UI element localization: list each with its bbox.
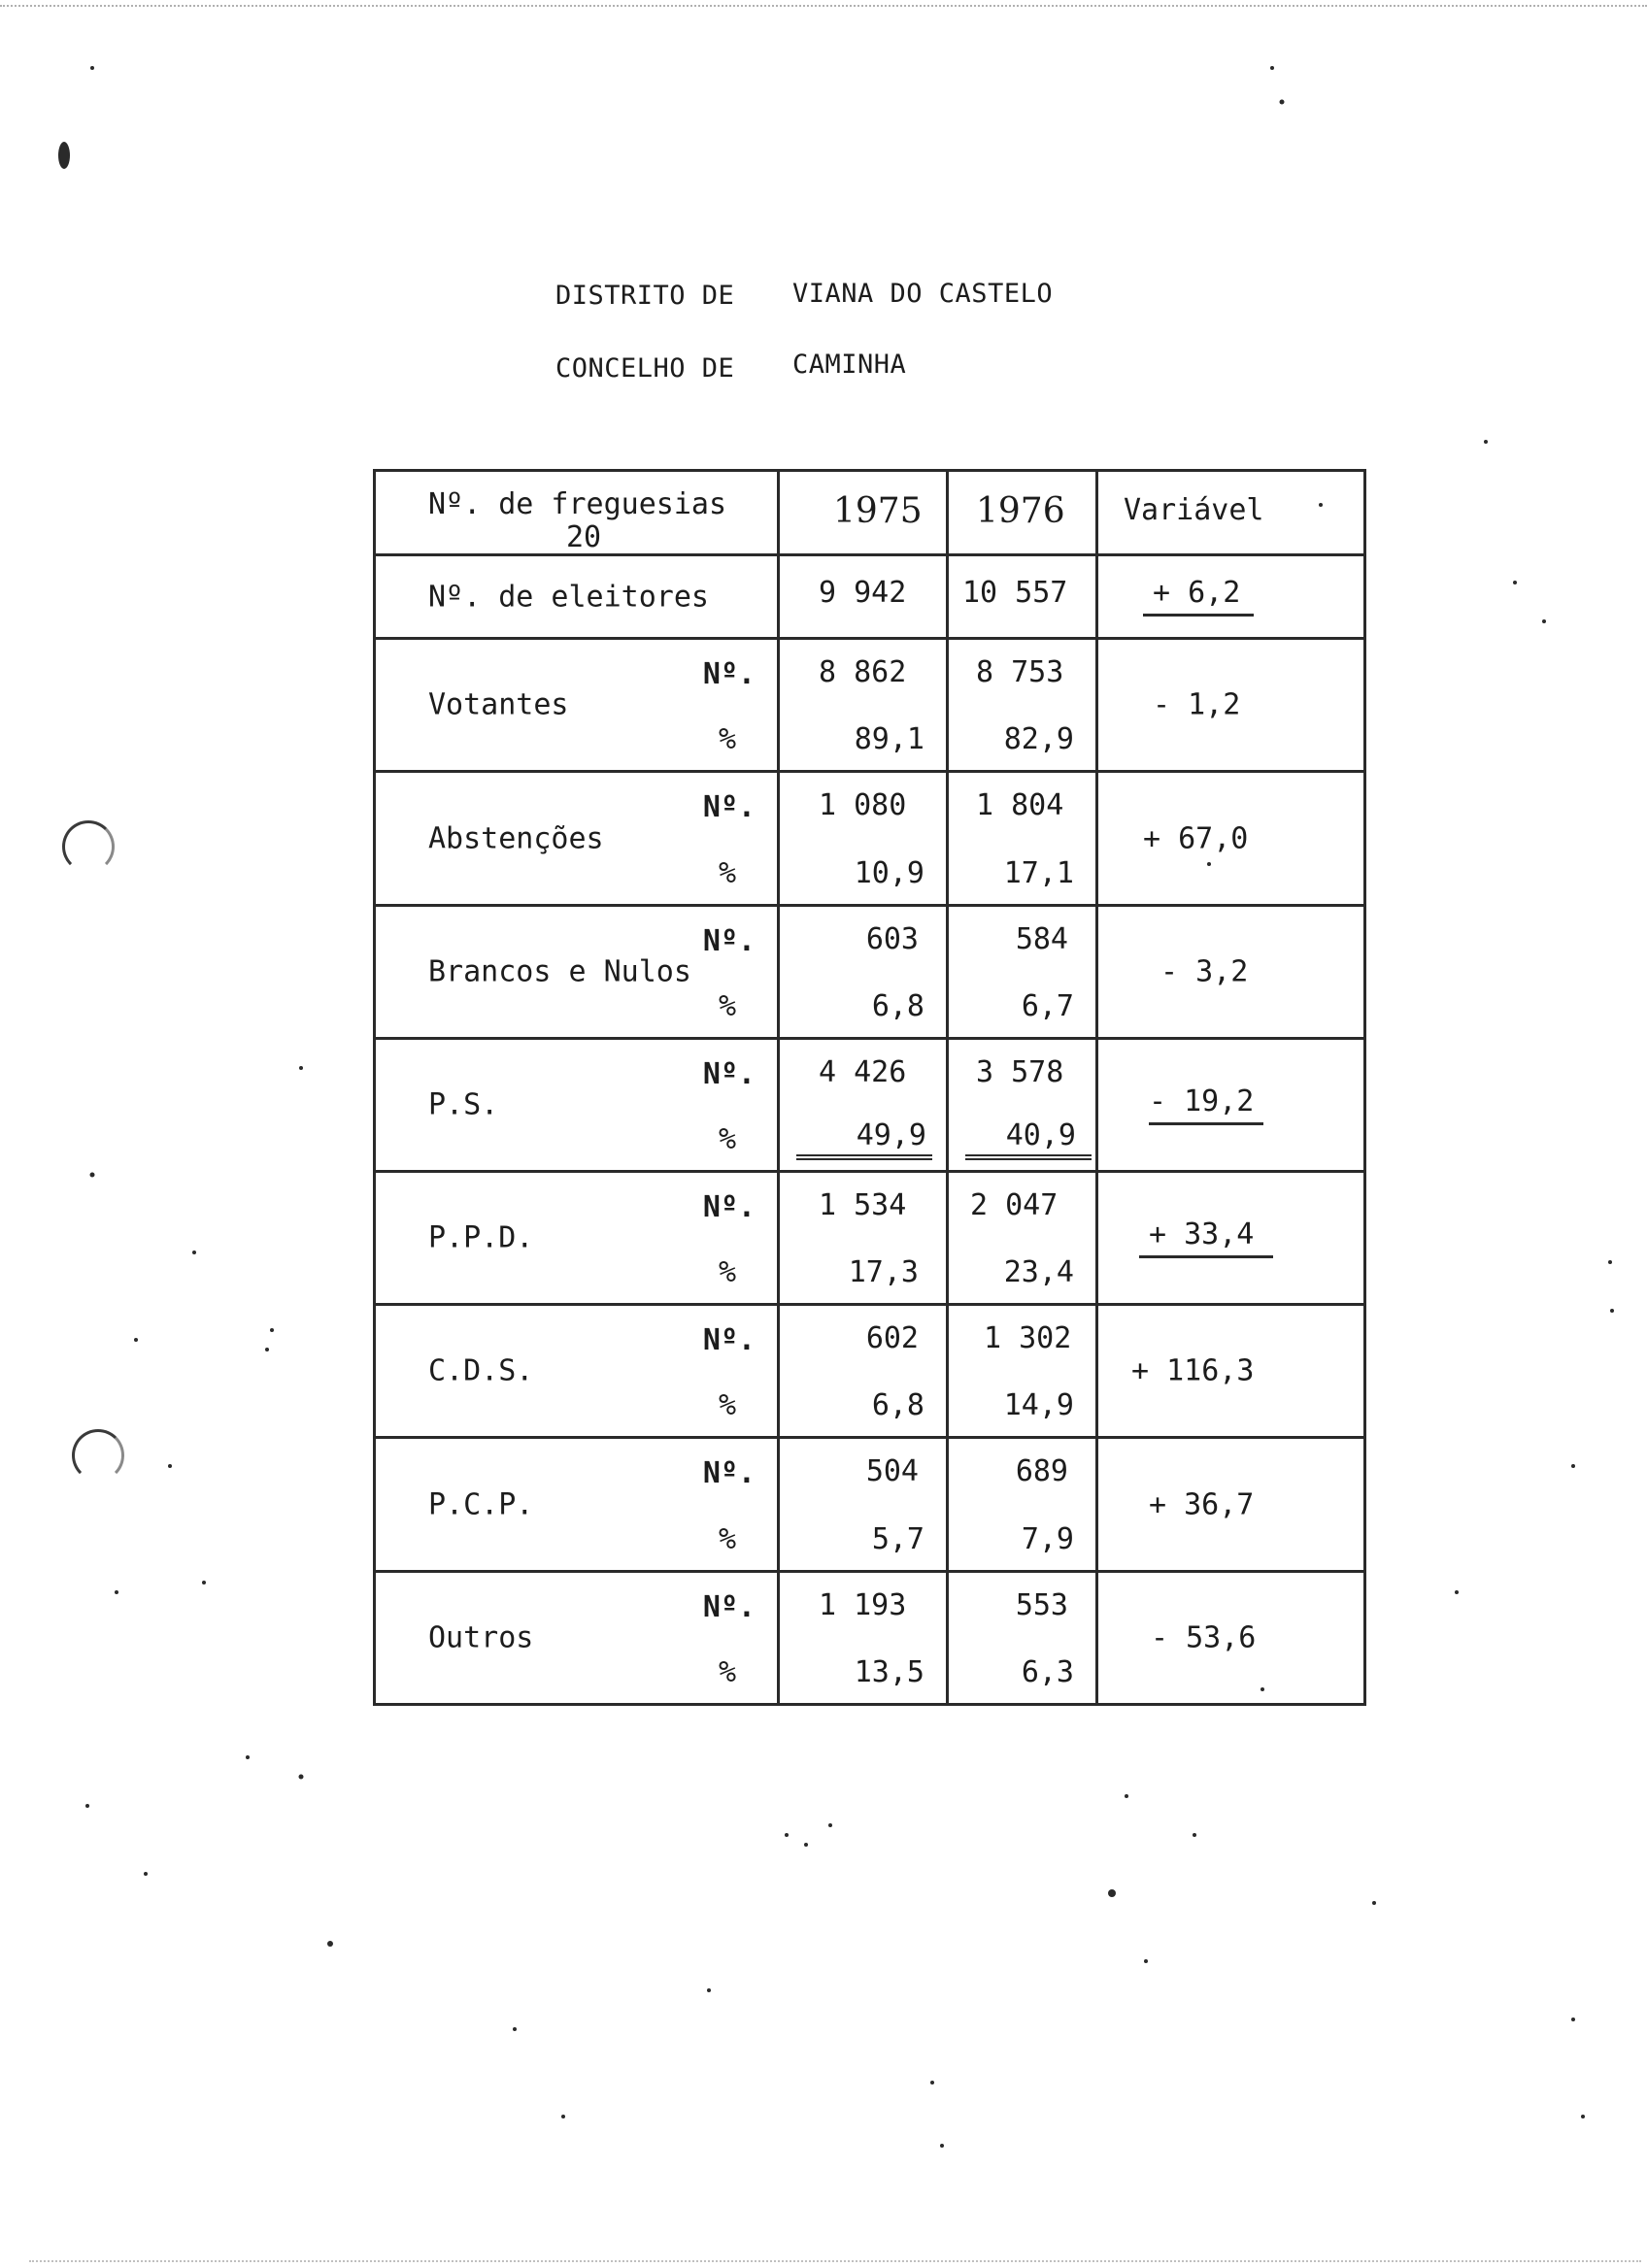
row-label: Abstenções	[428, 821, 604, 856]
row-label: Votantes	[428, 687, 569, 722]
percent-unit: %	[718, 1388, 736, 1423]
number-unit: Nº.	[702, 1456, 756, 1491]
count-1976: 8 753	[976, 655, 1064, 690]
table-row	[375, 772, 1365, 905]
count-1975: 1 080	[819, 788, 907, 823]
percent-unit: %	[718, 855, 736, 890]
count-1976: 3 578	[976, 1054, 1064, 1089]
variation-label: Variável	[1124, 493, 1264, 527]
row-label: Outros	[428, 1620, 534, 1655]
count-1975: 1 193	[819, 1587, 907, 1622]
percent-1976: 82,9	[1003, 722, 1074, 757]
percent-unit: %	[718, 1122, 736, 1157]
row-variation: - 19,2	[1149, 1084, 1263, 1125]
percent-1975: 5,7	[871, 1521, 924, 1556]
count-1975: 8 862	[819, 655, 907, 690]
header-year-1976	[948, 471, 1097, 555]
row-variation: + 116,3	[1131, 1353, 1255, 1388]
percent-1975: 13,5	[854, 1655, 924, 1689]
municipality-value: CAMINHA	[792, 350, 907, 380]
percent-unit: %	[718, 1255, 736, 1290]
row-variation: + 33,4	[1139, 1217, 1273, 1258]
number-unit: Nº.	[702, 1323, 756, 1358]
percent-1976: 23,4	[1003, 1255, 1074, 1290]
table-row	[375, 1305, 1365, 1438]
punch-hole-top	[62, 820, 115, 873]
table-row	[375, 905, 1365, 1038]
percent-1975: 49,9	[796, 1118, 932, 1160]
number-unit: Nº.	[702, 923, 756, 958]
number-unit: Nº.	[702, 1056, 756, 1091]
percent-1976: 7,9	[1021, 1521, 1074, 1556]
row-variation: - 3,2	[1160, 954, 1249, 989]
percent-1975: 17,3	[848, 1255, 919, 1290]
electors-variation: + 6,2	[1143, 576, 1254, 617]
count-1975: 504	[865, 1454, 919, 1489]
header-row	[375, 471, 1365, 555]
municipality-label: CONCELHO DE	[555, 353, 735, 384]
percent-1976: 6,3	[1021, 1655, 1074, 1689]
count-1975: 4 426	[819, 1054, 907, 1089]
percent-unit: %	[718, 1655, 736, 1689]
count-1976: 689	[1015, 1454, 1068, 1489]
header-year-1975	[779, 471, 948, 555]
percent-1975: 10,9	[854, 855, 924, 890]
header-variation	[1097, 471, 1365, 555]
number-unit: Nº.	[702, 790, 756, 825]
electors-1976: 10 557	[962, 576, 1068, 611]
percent-unit: %	[718, 1521, 736, 1556]
electors-1975: 9 942	[819, 576, 907, 611]
parishes-count: 20	[566, 520, 602, 554]
count-1976: 584	[1015, 921, 1068, 956]
row-variation: - 53,6	[1151, 1620, 1257, 1655]
table-row	[375, 1571, 1365, 1704]
percent-1976: 14,9	[1003, 1388, 1074, 1423]
row-variation: + 36,7	[1149, 1487, 1255, 1522]
row-label: P.P.D.	[428, 1220, 534, 1255]
count-1975: 602	[865, 1321, 919, 1356]
percent-unit: %	[718, 722, 736, 757]
percent-1975: 89,1	[854, 722, 924, 757]
percent-1976: 17,1	[1003, 855, 1074, 890]
number-unit: Nº.	[702, 657, 756, 692]
election-results-table	[373, 469, 1366, 1706]
electors-row	[375, 555, 1365, 639]
row-label: Brancos e Nulos	[428, 954, 691, 989]
district-value: VIANA DO CASTELO	[792, 279, 1054, 309]
percent-1976: 40,9	[965, 1118, 1092, 1160]
electors-label: Nº. de eleitores	[428, 580, 709, 615]
percent-unit: %	[718, 988, 736, 1023]
count-1976: 553	[1015, 1587, 1068, 1622]
row-variation: - 1,2	[1153, 687, 1241, 722]
percent-1975: 6,8	[871, 1388, 924, 1423]
number-unit: Nº.	[702, 1589, 756, 1624]
district-label: DISTRITO DE	[555, 281, 735, 311]
table-row	[375, 1172, 1365, 1305]
table-row	[375, 639, 1365, 772]
row-label: P.S.	[428, 1087, 499, 1122]
count-1975: 603	[865, 921, 919, 956]
count-1975: 1 534	[819, 1188, 907, 1223]
percent-1975: 6,8	[871, 988, 924, 1023]
number-unit: Nº.	[702, 1190, 756, 1225]
table-row	[375, 1038, 1365, 1171]
count-1976: 1 302	[984, 1321, 1072, 1356]
row-label: P.C.P.	[428, 1487, 534, 1522]
punch-hole-bottom	[72, 1429, 124, 1482]
parishes-label: Nº. de freguesias	[428, 487, 727, 521]
year-1975: 1975	[833, 491, 923, 531]
row-variation: + 67,0	[1143, 821, 1249, 856]
percent-1976: 6,7	[1021, 988, 1074, 1023]
count-1976: 2 047	[970, 1188, 1059, 1223]
header-parishes-cell	[375, 471, 779, 555]
count-1976: 1 804	[976, 788, 1064, 823]
row-label: C.D.S.	[428, 1353, 534, 1388]
year-1976: 1976	[976, 491, 1065, 531]
table-row	[375, 1438, 1365, 1571]
